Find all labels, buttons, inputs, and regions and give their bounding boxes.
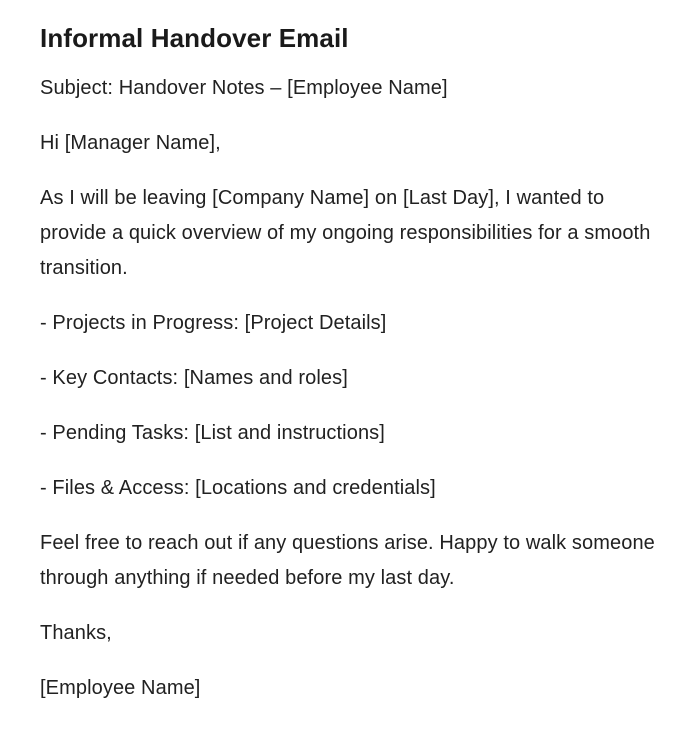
email-signoff: Thanks, (40, 622, 112, 645)
list-item-files-and-access: - Files & Access: [Locations and credentials] (40, 477, 436, 500)
email-closing-paragraph: Feel free to reach out if any questions arise. Happy to walk someone through anything if needed before my last day. (40, 532, 655, 590)
email-greeting: Hi [Manager Name], (40, 132, 221, 155)
list-item-projects-in-progress: - Projects in Progress: [Project Details] (40, 312, 387, 335)
article-heading: Informal Handover Email (40, 23, 349, 53)
email-intro-paragraph: As I will be leaving [Company Name] on [Last Day], I wanted to provide a quick overview of my ongoing responsibilities for a smooth transition. (40, 187, 651, 280)
list-item-pending-tasks: - Pending Tasks: [List and instructions] (40, 422, 385, 445)
email-subject-line: Subject: Handover Notes – [Employee Name] (40, 77, 448, 100)
email-signature: [Employee Name] (40, 677, 201, 700)
list-item-key-contacts: - Key Contacts: [Names and roles] (40, 367, 348, 390)
